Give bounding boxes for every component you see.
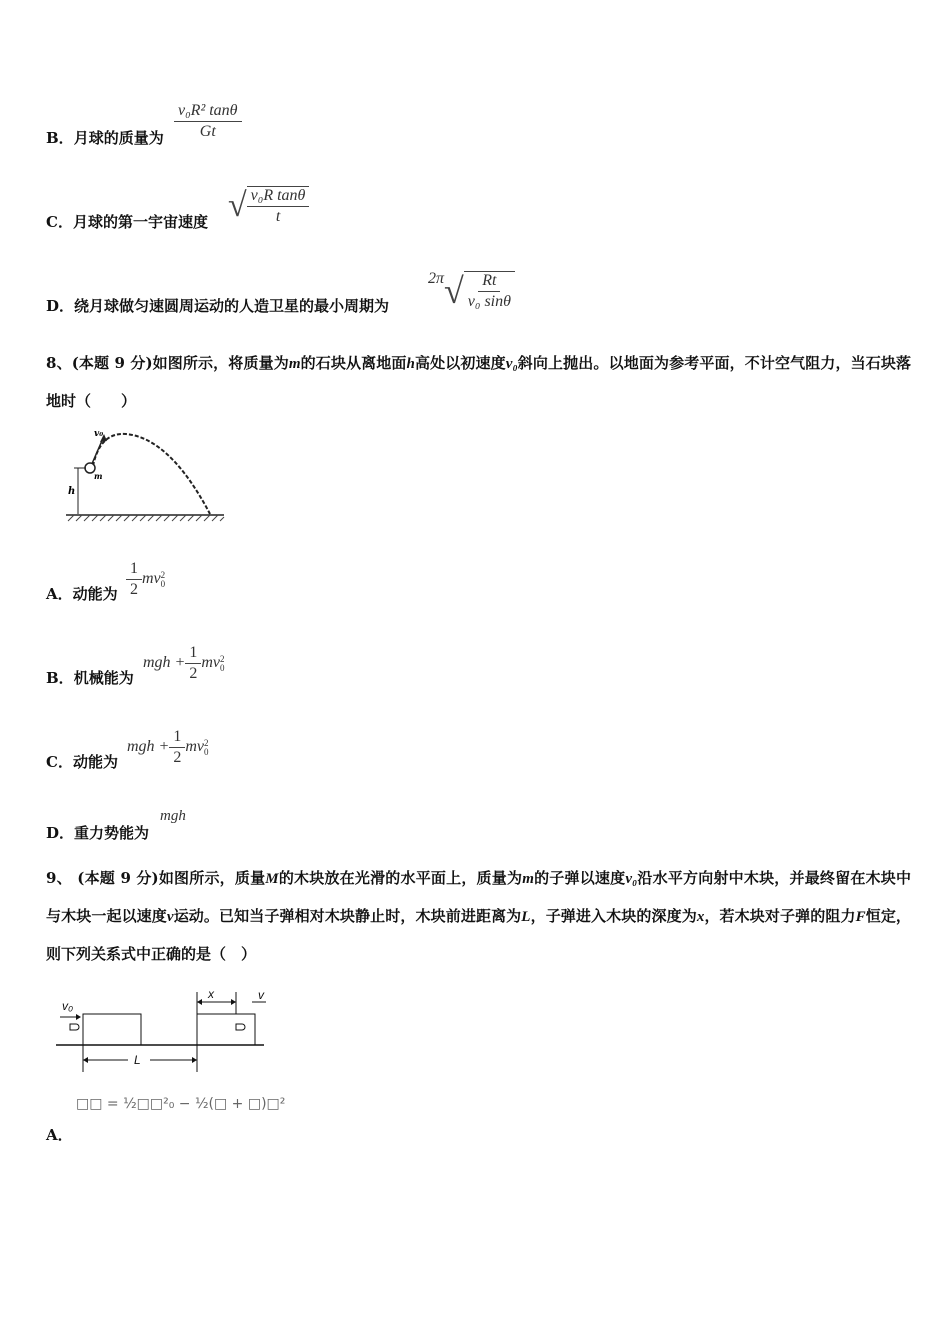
expr-mv: mv	[201, 654, 221, 672]
var-L: L	[521, 909, 531, 925]
var-x: x	[696, 909, 705, 925]
arrowhead-icon	[192, 1057, 197, 1063]
numerator: 1	[169, 728, 185, 748]
question-number: 9、	[46, 869, 72, 887]
option-label: D．	[46, 297, 75, 315]
block-initial	[83, 1014, 141, 1045]
option-text: 机械能为	[73, 669, 134, 687]
coefficient: 2π	[428, 270, 445, 287]
arrowhead-icon	[197, 999, 202, 1005]
label-m: m	[94, 471, 103, 481]
exponent: 2	[160, 569, 166, 580]
expr-mv: mv	[185, 738, 205, 756]
option-label: A．	[46, 1126, 73, 1144]
option-text: 绕月球做匀速圆周运动的人造卫星的最小周期为	[74, 297, 390, 315]
option-text: 月球的质量为	[73, 129, 164, 147]
stem-text: 如图所示，质量	[158, 869, 266, 887]
var-M: M	[265, 871, 279, 887]
question-number: 8、	[46, 354, 72, 372]
var-m: m	[288, 356, 301, 372]
numerator: Rt	[478, 272, 500, 292]
numerator: 1	[126, 560, 142, 580]
stem-text: 高处以初速度	[414, 354, 506, 372]
q9-option-a	[46, 1125, 73, 1145]
q7-option-c	[46, 212, 208, 232]
q7-option-b	[46, 128, 164, 148]
option-text: 月球的第一宇宙速度	[72, 213, 208, 231]
q9-block-figure	[54, 984, 266, 1074]
q8-option-c	[46, 752, 118, 772]
stem-text: 沿水平方向射中木块，并最终留在木块中与木块一起以速度	[46, 869, 911, 925]
var-v0: v₀	[625, 871, 638, 887]
label-x: x	[208, 987, 214, 1001]
label-v0: v₀	[94, 429, 104, 439]
option-label: A．	[46, 585, 73, 603]
q7-b-formula	[174, 102, 242, 141]
exponent: 2	[204, 737, 209, 748]
q8-option-d	[46, 823, 149, 843]
label-h: h	[68, 486, 76, 497]
arrowhead-icon	[231, 999, 236, 1005]
option-label: B．	[46, 669, 74, 687]
label-L: L	[134, 1053, 141, 1067]
exponent: 2	[220, 653, 225, 664]
option-label: C．	[46, 753, 73, 771]
bullet-embedded-icon	[236, 1024, 245, 1030]
q7-option-d	[46, 296, 389, 316]
question-points: (本题 9 分)	[71, 354, 153, 372]
stem-text: 如图所示，将质量为	[152, 354, 289, 372]
subscript: 0	[160, 578, 166, 589]
option-label: B．	[46, 129, 74, 147]
q9-stem	[46, 860, 911, 973]
sqrt-icon: √	[444, 271, 464, 311]
option-label: D．	[46, 824, 75, 842]
option-text: 动能为	[72, 585, 118, 603]
q8-c-formula	[127, 728, 209, 767]
expr-mgh-plus: mgh +	[143, 654, 186, 672]
option-text: 动能为	[72, 753, 118, 771]
denominator: t	[275, 208, 281, 225]
denominator: 2	[189, 665, 198, 682]
denominator: Gt	[199, 123, 216, 140]
q8-stem	[46, 345, 911, 420]
q7-c-formula	[228, 186, 309, 226]
denominator: v₀ sinθ	[467, 293, 511, 310]
q8-option-a	[46, 584, 118, 604]
expr-mgh-plus: mgh +	[127, 738, 170, 756]
var-v: v	[166, 909, 174, 925]
stem-text: 的子弹以速度	[533, 869, 626, 887]
question-points: (本题 9 分)	[77, 869, 159, 887]
subscript: 0	[220, 662, 225, 673]
trajectory-curve	[93, 434, 210, 514]
stem-text: 恒定，则下列关系式中正确的是（ ）	[46, 907, 911, 963]
numerator: v₀R² tanθ	[174, 102, 242, 122]
arrowhead-icon	[76, 1014, 81, 1020]
stem-text: 的石块从离地面	[300, 354, 407, 372]
denominator: 2	[173, 749, 182, 766]
bullet-icon	[70, 1024, 79, 1030]
numerator: v₀R tanθ	[247, 187, 310, 207]
q9-a-formula: □□ = ½□□²₀ − ½(□ + □)□²	[76, 1096, 286, 1112]
subscript: 0	[204, 746, 209, 757]
var-h: h	[406, 356, 415, 372]
q8-option-b	[46, 668, 134, 688]
label-v: v	[258, 988, 264, 1002]
q8-projectile-figure	[60, 422, 230, 526]
q8-d-formula: mgh	[160, 808, 186, 824]
label-v0: v₀	[62, 999, 74, 1013]
q8-a-formula	[126, 560, 165, 599]
block-final	[197, 1014, 255, 1045]
sqrt-icon: √	[228, 187, 247, 224]
stem-text: 运动。已知当子弹相对木块静止时，木块前进距离为	[173, 907, 522, 925]
stem-text: 的木块放在光滑的水平面上，质量为	[278, 869, 523, 887]
var-F: F	[855, 909, 866, 925]
stem-text: 斜向上抛出。以地面为参考平面，不计空气阻力，当石块落地时（ ）	[46, 354, 911, 410]
expr-mv: mv	[142, 570, 161, 588]
stem-text: ，子弹进入木块的深度为	[530, 907, 697, 925]
arrowhead-icon	[83, 1057, 88, 1063]
var-m: m	[522, 871, 534, 887]
q8-b-formula	[143, 644, 225, 683]
option-label: C．	[46, 213, 73, 231]
numerator: 1	[185, 644, 201, 664]
ground-hatch	[68, 515, 224, 521]
q7-d-formula	[428, 270, 515, 312]
var-v0: v₀	[505, 356, 518, 372]
denominator: 2	[130, 581, 138, 598]
option-text: 重力势能为	[74, 824, 150, 842]
stem-text: ，若木块对子弹的阻力	[704, 907, 856, 925]
